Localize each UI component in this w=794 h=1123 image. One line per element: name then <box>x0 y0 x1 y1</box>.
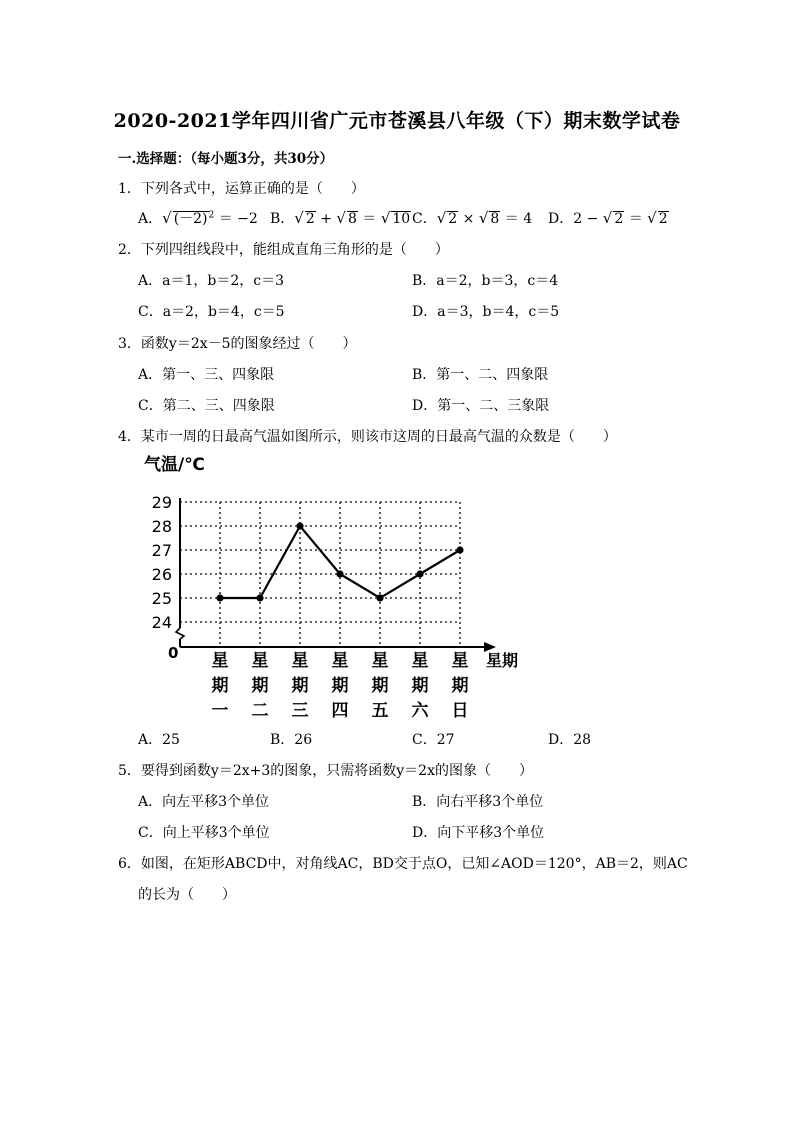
category-label: 期 <box>211 676 229 696</box>
data-point <box>456 546 463 553</box>
question-1-option-d: D．2 − √ 2 ＝ √ 2 <box>548 209 668 227</box>
category-label: 星 <box>211 651 229 671</box>
question-3-option-a: A．第一、三、四象限 <box>138 367 275 383</box>
category-label: 日 <box>451 701 469 720</box>
category-label: 期 <box>371 676 389 696</box>
question-5-option-b: B．向右平移3个单位 <box>412 794 544 810</box>
category-label: 星 <box>251 651 269 671</box>
chart-tick-labels <box>152 493 172 632</box>
data-point <box>256 594 263 601</box>
chart-category-labels <box>212 651 469 720</box>
temperature-line-chart <box>130 450 540 720</box>
data-point <box>376 594 383 601</box>
question-1-option-a: A．√ $(-2)^2 = -2$ <box>138 209 258 227</box>
category-label: 期 <box>291 676 309 696</box>
category-label: 六 <box>411 701 429 720</box>
question-5-stem: 5．要得到函数y＝2x+3的图象，只需将函数y＝2x的图象（ ） <box>118 763 533 779</box>
question-3-option-d: D．第一、二、三象限 <box>412 398 550 414</box>
chart-axes <box>176 498 496 652</box>
data-point <box>216 594 223 601</box>
page-title: 2020-2021学年四川省广元市苍溪县八年级（下）期末数学试卷 <box>113 110 681 132</box>
question-1-option-b: B．√ 2 + √ 8 ＝ √ 10 <box>270 209 411 227</box>
question-5-option-d: D．向下平移3个单位 <box>412 825 545 841</box>
y-axis-label: 气温/℃ <box>144 455 205 475</box>
category-label: 五 <box>371 701 389 720</box>
category-label: 星 <box>451 651 469 671</box>
category-label: 星 <box>331 651 349 671</box>
category-label: 期 <box>251 676 269 696</box>
question-4-option-c: C．27 <box>412 732 455 748</box>
category-label: 期 <box>411 676 429 696</box>
question-3-stem: 3．函数y＝2x－5的图象经过（ ） <box>118 336 357 352</box>
question-4-option-a: A．25 <box>138 732 180 748</box>
question-3-option-b: B．第一、二、四象限 <box>412 367 549 383</box>
category-label: 一 <box>211 701 229 720</box>
y-tick-label: 25 <box>151 589 172 608</box>
question-1-option-c: C．√ 2 × √ 8 ＝ 4 <box>412 209 533 227</box>
category-label: 期 <box>451 676 469 696</box>
question-4-stem: 4．某市一周的日最高气温如图所示，则该市这周的日最高气温的众数是（ ） <box>118 429 617 445</box>
y-tick-label: 24 <box>151 613 172 632</box>
category-label: 四 <box>331 701 349 720</box>
question-2-option-d: D．a＝3，b＝4，c＝5 <box>412 304 560 320</box>
question-2-option-b: B．a＝2，b＝3，c＝4 <box>412 273 559 289</box>
question-5-option-a: A．向左平移3个单位 <box>138 794 270 810</box>
y-tick-label: 28 <box>151 517 172 536</box>
question-6-stem-line-1: 6．如图，在矩形ABCD中，对角线AC，BD交于点O，已知∠AOD＝120°，AB＝2，则AC <box>118 856 688 872</box>
question-2-option-c: C．a＝2，b＝4，c＝5 <box>138 304 285 320</box>
category-label: 三 <box>291 701 309 720</box>
question-1-stem: 1．下列各式中，运算正确的是（ ） <box>118 181 365 197</box>
y-tick-label: 26 <box>151 565 172 584</box>
data-point <box>416 570 423 577</box>
question-4-option-b: B．26 <box>270 732 313 748</box>
question-5-option-c: C．向上平移3个单位 <box>138 825 270 841</box>
category-label: 星 <box>371 651 389 671</box>
category-label: 星 <box>411 651 429 671</box>
y-tick-label: 29 <box>151 493 172 512</box>
question-3-option-c: C．第二、三、四象限 <box>138 398 275 414</box>
y-tick-label: 27 <box>151 541 172 560</box>
category-label: 期 <box>331 676 349 696</box>
question-2-stem: 2．下列四组线段中，能组成直角三角形的是（ ） <box>118 242 449 258</box>
section-heading: 一.选择题：（每小题3分，共30分） <box>118 151 334 167</box>
origin-label: 0 <box>168 644 179 662</box>
axis-break-mark <box>176 628 184 639</box>
category-label: 星 <box>291 651 309 671</box>
data-point <box>336 570 343 577</box>
question-2-option-a: A．a＝1，b＝2，c＝3 <box>138 273 284 289</box>
question-6-stem-line-2: 的长为（ ） <box>138 887 236 903</box>
data-point <box>296 522 303 529</box>
category-label: 二 <box>251 701 269 720</box>
question-4-option-d: D．28 <box>548 732 592 748</box>
x-axis-label: 星期 <box>486 651 519 670</box>
